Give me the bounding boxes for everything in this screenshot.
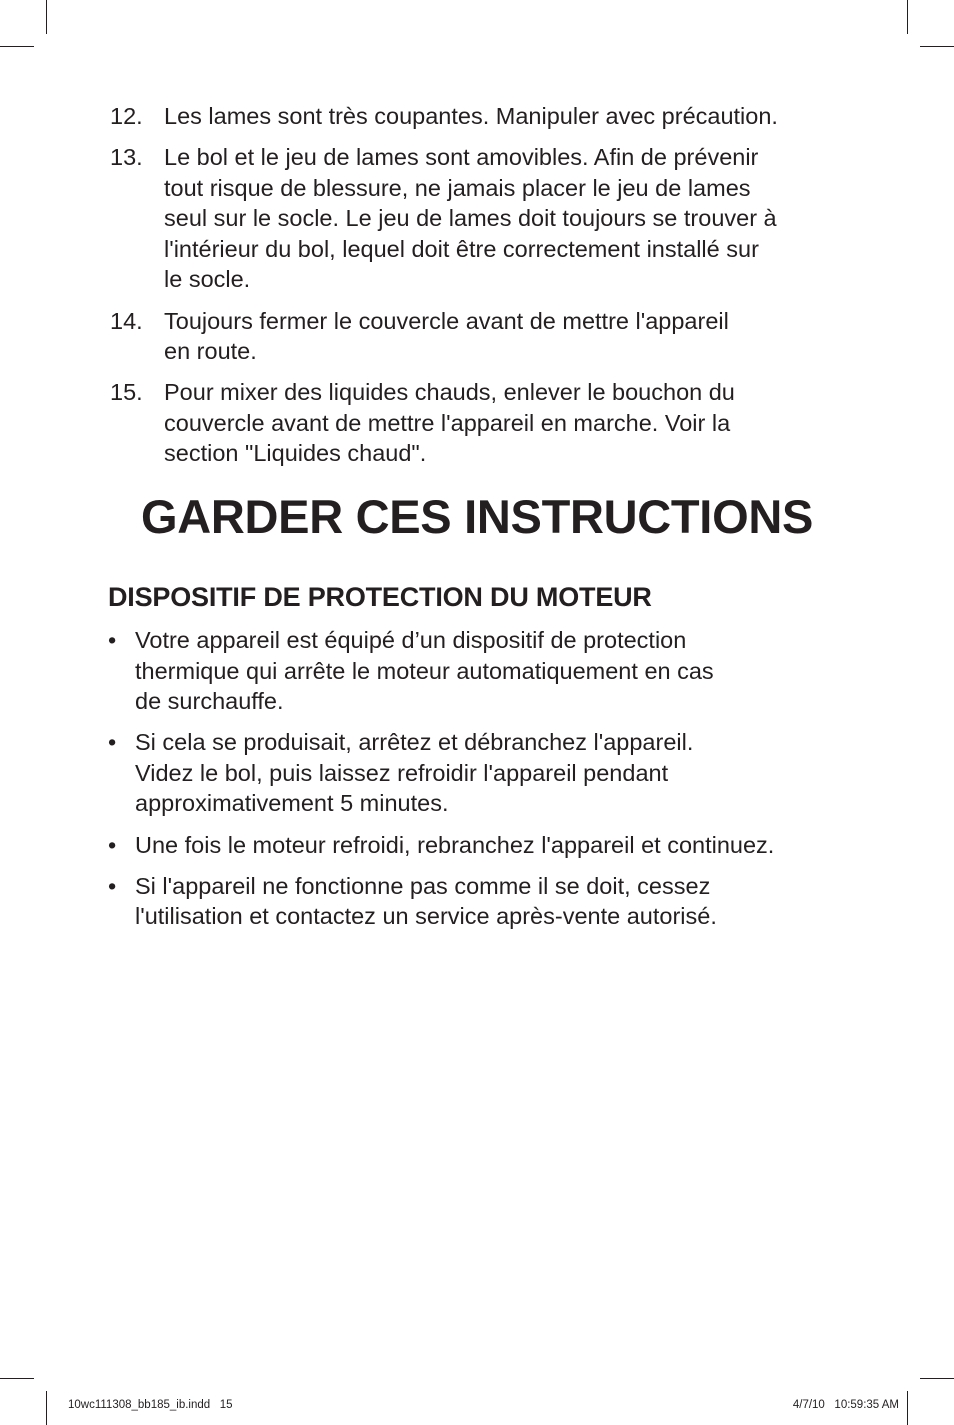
bullet-icon: • [108,831,117,858]
text-line: l'utilisation et contactez un service après-vente autorisé. [135,903,717,930]
text-line: Le bol et le jeu de lames sont amovibles. Afin de prévenir [164,144,759,171]
text-line: couvercle avant de mettre l'appareil en marche. Voir la [164,409,731,436]
crop-mark-bottom-right-horizontal [920,1378,954,1379]
text-line: de surchauffe. [135,688,284,715]
crop-mark-top-left-vertical [46,0,47,34]
bullet-icon: • [108,627,117,653]
numbered-safety-list [110,101,870,480]
list-item [110,101,870,132]
crop-mark-bottom-left-vertical [46,1391,47,1425]
item-number: 12. [110,103,143,129]
item-text [135,830,878,861]
text-line: Pour mixer des liquides chauds, enlever le bouchon du [164,379,735,406]
text-line: Toujours fermer le couvercle avant de mettre l'appareil [164,307,729,334]
item-text [135,727,878,819]
list-item [108,625,878,717]
item-number: 15. [110,379,143,406]
text-line: Une fois le moteur refroidi, rebranchez l'appareil et continuez. [135,831,775,858]
text-line: en route. [164,338,257,365]
crop-mark-top-right-vertical [907,0,908,34]
list-item [110,142,870,295]
text-line: Si l'appareil ne fonctionne pas comme il se doit, cessez [135,872,711,899]
item-text [164,377,870,469]
item-text [164,306,870,367]
item-text [164,101,870,132]
item-number: 13. [110,144,143,171]
list-item [108,830,878,861]
text-line: Si cela se produisait, arrêtez et débranchez l'appareil. [135,729,694,756]
main-heading: GARDER CES INSTRUCTIONS [140,490,814,543]
crop-mark-top-right-horizontal [920,46,954,47]
text-line: l'intérieur du bol, lequel doit être correctement installé sur [164,235,759,262]
text-line: tout risque de blessure, ne jamais placer le jeu de lames [164,174,751,201]
text-line: Videz le bol, puis laissez refroidir l'appareil pendant [135,759,669,786]
item-text [135,871,878,932]
text-line: seul sur le socle. Le jeu de lames doit toujours se trouver à [164,205,777,232]
item-number: 14. [110,307,143,334]
text-line: Votre appareil est équipé d’un dispositif de protection [135,627,687,653]
item-text [135,625,878,717]
text-line: thermique qui arrête le moteur automatiquement en cas [135,657,714,684]
crop-mark-bottom-right-vertical [907,1391,908,1425]
list-item [108,871,878,932]
section-heading: DISPOSITIF DE PROTECTION DU MOTEUR [108,582,652,612]
crop-mark-bottom-left-horizontal [0,1378,34,1379]
crop-mark-top-left-horizontal [0,46,34,47]
bullet-icon: • [108,729,117,756]
footer-filename: 10wc111308_bb185_ib.indd 15 [68,1399,233,1411]
bullet-icon: • [108,872,117,899]
item-text [164,142,870,295]
text-line: approximativement 5 minutes. [135,790,449,817]
list-item [110,377,870,469]
list-item [108,727,878,819]
text-line: section "Liquides chaud". [164,440,427,467]
motor-protection-list [108,625,878,942]
text-line: Les lames sont très coupantes. Manipuler avec précaution. [164,103,778,129]
list-item [110,306,870,367]
footer-timestamp: 4/7/10 10:59:35 AM [792,1399,899,1411]
text-line: le socle. [164,266,251,293]
